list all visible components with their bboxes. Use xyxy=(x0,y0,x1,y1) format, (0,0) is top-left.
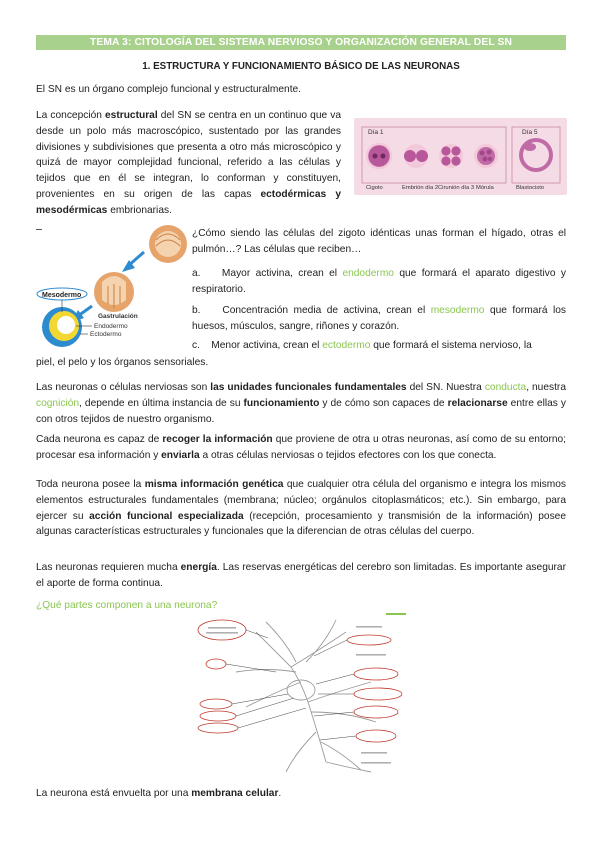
callout xyxy=(198,723,238,733)
membrane-paragraph xyxy=(36,786,566,802)
day-5-label: Día 5 xyxy=(522,129,538,136)
dendrite xyxy=(308,682,371,702)
unreadable-label xyxy=(208,627,236,629)
text-run: Menor activina, crean el xyxy=(211,340,323,351)
green-term: cognición xyxy=(36,397,80,409)
dendrite xyxy=(291,632,346,667)
list-item-c xyxy=(192,338,566,354)
blastocyst-caption: Blastocisto xyxy=(516,185,545,191)
text-run: Toda neurona posee la xyxy=(36,479,145,490)
blastomere xyxy=(451,146,460,155)
callout xyxy=(354,668,398,680)
text-run: , nuestra xyxy=(526,382,566,393)
bold-term: enviarla xyxy=(161,449,200,461)
morula-mass xyxy=(477,147,495,165)
bold-term: relacionarse xyxy=(447,397,508,409)
pointer-line xyxy=(316,674,354,684)
blastomere xyxy=(451,156,460,165)
axon-terminal xyxy=(286,732,316,772)
blastomere xyxy=(416,150,428,162)
callout xyxy=(206,659,226,669)
text-run: . xyxy=(278,788,282,799)
unreadable-label xyxy=(206,632,238,634)
genetic-paragraph xyxy=(36,477,566,540)
text-run: Cada neurona es capaz de xyxy=(36,434,163,445)
callout xyxy=(200,711,236,721)
callout xyxy=(200,699,232,709)
bold-term: funcionamiento xyxy=(243,397,320,409)
concept-paragraph xyxy=(36,108,341,219)
each-neuron-paragraph xyxy=(36,432,566,464)
unreadable-label xyxy=(361,752,387,754)
chapter-title-banner: TEMA 3: CITOLOGÍA DEL SISTEMA NERVIOSO Y ORGANIZACIÓN GENERAL DEL SN xyxy=(36,35,566,50)
soma xyxy=(287,680,315,700)
pointer-line xyxy=(246,630,268,638)
label-callouts xyxy=(198,620,402,742)
zygote-question: ¿Cómo siendo las células del zigoto idénticas unas forman el hígado, otras el pulmón…? Las células que reciben… xyxy=(192,228,566,255)
text-run: del SN se centra en un continuo que va desde un polo más macroscópico, sustentado por las grandes divisiones y subdivisiones que presenta a otro más microscópico y quizá de mayor complejidad funcional, referido a las células y tejidos que en él se integran, lo conforman y constituyen, provenientes en su origen de las capas xyxy=(36,110,341,201)
text-run: del SN. Nuestra xyxy=(406,382,485,393)
neuron-drawing xyxy=(196,612,408,779)
pronucleus xyxy=(373,154,378,159)
green-term: mesodermo xyxy=(430,305,485,316)
unreadable-label xyxy=(356,654,386,656)
text-run: y de cómo son capaces de xyxy=(319,397,448,409)
green-term: endodermo xyxy=(342,268,394,279)
text-run: que proviene de otra u otras neuronas, así como de su entorno; procesar esa información y xyxy=(36,434,566,461)
dendrite xyxy=(306,620,336,662)
unreadable-label xyxy=(361,762,391,764)
text-run: que formará el aparato digestivo y respiratorio. xyxy=(192,268,566,295)
bold-term: membrana celular xyxy=(191,788,279,799)
zygote-cell xyxy=(367,144,391,168)
green-term: ectodermo xyxy=(322,340,371,351)
list-marker: a. xyxy=(192,268,201,279)
pointer-line xyxy=(320,736,356,740)
text-run: . Las reservas energéticas del cerebro son limitadas. Es importante asegurar el aporte de forma continua. xyxy=(36,562,566,589)
text-run: que formará el sistema nervioso, la xyxy=(370,340,532,351)
embryo-endoderm xyxy=(57,316,75,334)
list-marker: c. xyxy=(192,340,200,351)
bold-term: las unidades funcionales fundamentales xyxy=(210,382,407,393)
label-placeholder-lines xyxy=(206,626,391,764)
unreadable-label xyxy=(356,626,382,628)
text-run: embrionarias. xyxy=(107,204,172,216)
embryo-day3-cell xyxy=(439,144,463,168)
mesodermo-label: Mesodermo xyxy=(42,292,82,299)
pointer-line xyxy=(238,708,306,728)
day3-caption: Cirunión día 3 xyxy=(438,185,475,191)
bold-term: recoger la información xyxy=(162,434,273,445)
neuron-diagram xyxy=(196,612,408,779)
text-run: Las neuronas o células nerviosas son xyxy=(36,382,211,393)
intro-paragraph: El SN es un órgano complejo funcional y estructuralmente. xyxy=(36,84,302,95)
morula-detail xyxy=(488,157,492,161)
text-run: entre ellas y con otros tejidos de nuestro organismo. xyxy=(36,397,566,425)
morula-caption: Mórula xyxy=(476,185,494,191)
callout xyxy=(198,620,246,640)
text-run: , depende en última instancia de su xyxy=(79,397,244,409)
gastrulation-drawing xyxy=(32,222,197,352)
bold-term: ectodérmicas y mesodérmicas xyxy=(36,189,341,216)
pointer-line xyxy=(226,664,276,672)
day-1-label: Día 1 xyxy=(368,129,384,136)
inner-cell-mass xyxy=(524,143,536,151)
text-run: Mayor activina, crean el xyxy=(221,268,343,279)
energy-paragraph xyxy=(36,560,566,592)
morula-detail xyxy=(487,150,492,155)
callout xyxy=(354,706,398,718)
ectodermo-label: Ectodermo xyxy=(90,331,122,338)
callout xyxy=(356,730,396,742)
list-item-c-continuation: piel, el pelo y los órganos sensoriales. xyxy=(36,357,209,368)
text-run: Concentración media de activina, crean el xyxy=(222,305,431,316)
text-run: Las neuronas requieren mucha xyxy=(36,562,181,573)
text-run: La neurona está envuelta por una xyxy=(36,788,192,799)
text-run: a otras células nerviosas o tejidos efectores con los que conecta. xyxy=(199,449,497,461)
pointer-lines xyxy=(226,630,356,740)
neurons-paragraph xyxy=(36,380,566,427)
blastomere xyxy=(441,156,450,165)
morula-detail xyxy=(483,157,488,162)
text-run: que cualquier otra célula del organismo e integra los mismos elementos estructurales fundamentales (membrana; núcleo; orgánulos citoplasmáticos; etc.). Sin embargo, para ejercer su xyxy=(36,479,566,522)
list-item-a xyxy=(192,266,566,298)
bold-term: energía xyxy=(180,562,217,573)
dendrite xyxy=(246,682,301,707)
text-run: (recepción, procesamiento y transmisión de la información) posee algunas características estructurales y funcionales que la diferencian de otras células del cuerpo. xyxy=(36,510,567,538)
gastrulacion-label: Gastrulación xyxy=(98,313,138,320)
blastomere xyxy=(441,146,450,155)
cell-division-figure xyxy=(354,118,567,195)
pronucleus xyxy=(381,154,386,159)
parts-question-heading: ¿Qué partes componen a una neurona? xyxy=(36,600,218,611)
day2-caption: Embrión día 2 xyxy=(402,185,439,191)
text-run: que formará los huesos, músculos, sangre, riñones y corazón. xyxy=(192,305,566,332)
zygote-caption: Cigoto xyxy=(366,185,383,191)
green-term: conducta xyxy=(484,382,527,393)
endodermo-label: Endodermo xyxy=(94,323,128,330)
bold-term: acción funcional especializada xyxy=(89,510,244,522)
text-run: La concepción xyxy=(36,110,105,121)
bold-term: estructural xyxy=(105,110,158,121)
dendrite xyxy=(236,670,296,673)
cell-division-drawing xyxy=(354,118,567,195)
dendrite xyxy=(266,622,296,662)
list-marker: b. xyxy=(192,305,201,316)
list-item-b xyxy=(192,303,566,335)
callout xyxy=(354,688,402,700)
morula-detail xyxy=(480,151,485,156)
blastomere xyxy=(404,150,416,162)
pointer-line xyxy=(236,698,294,716)
gastrulation-figure xyxy=(32,222,197,352)
section-title: 1. ESTRUCTURA Y FUNCIONAMIENTO BÁSICO DE LAS NEURONAS xyxy=(142,61,460,72)
callout xyxy=(347,635,391,645)
bold-term: misma información genética xyxy=(144,479,284,490)
